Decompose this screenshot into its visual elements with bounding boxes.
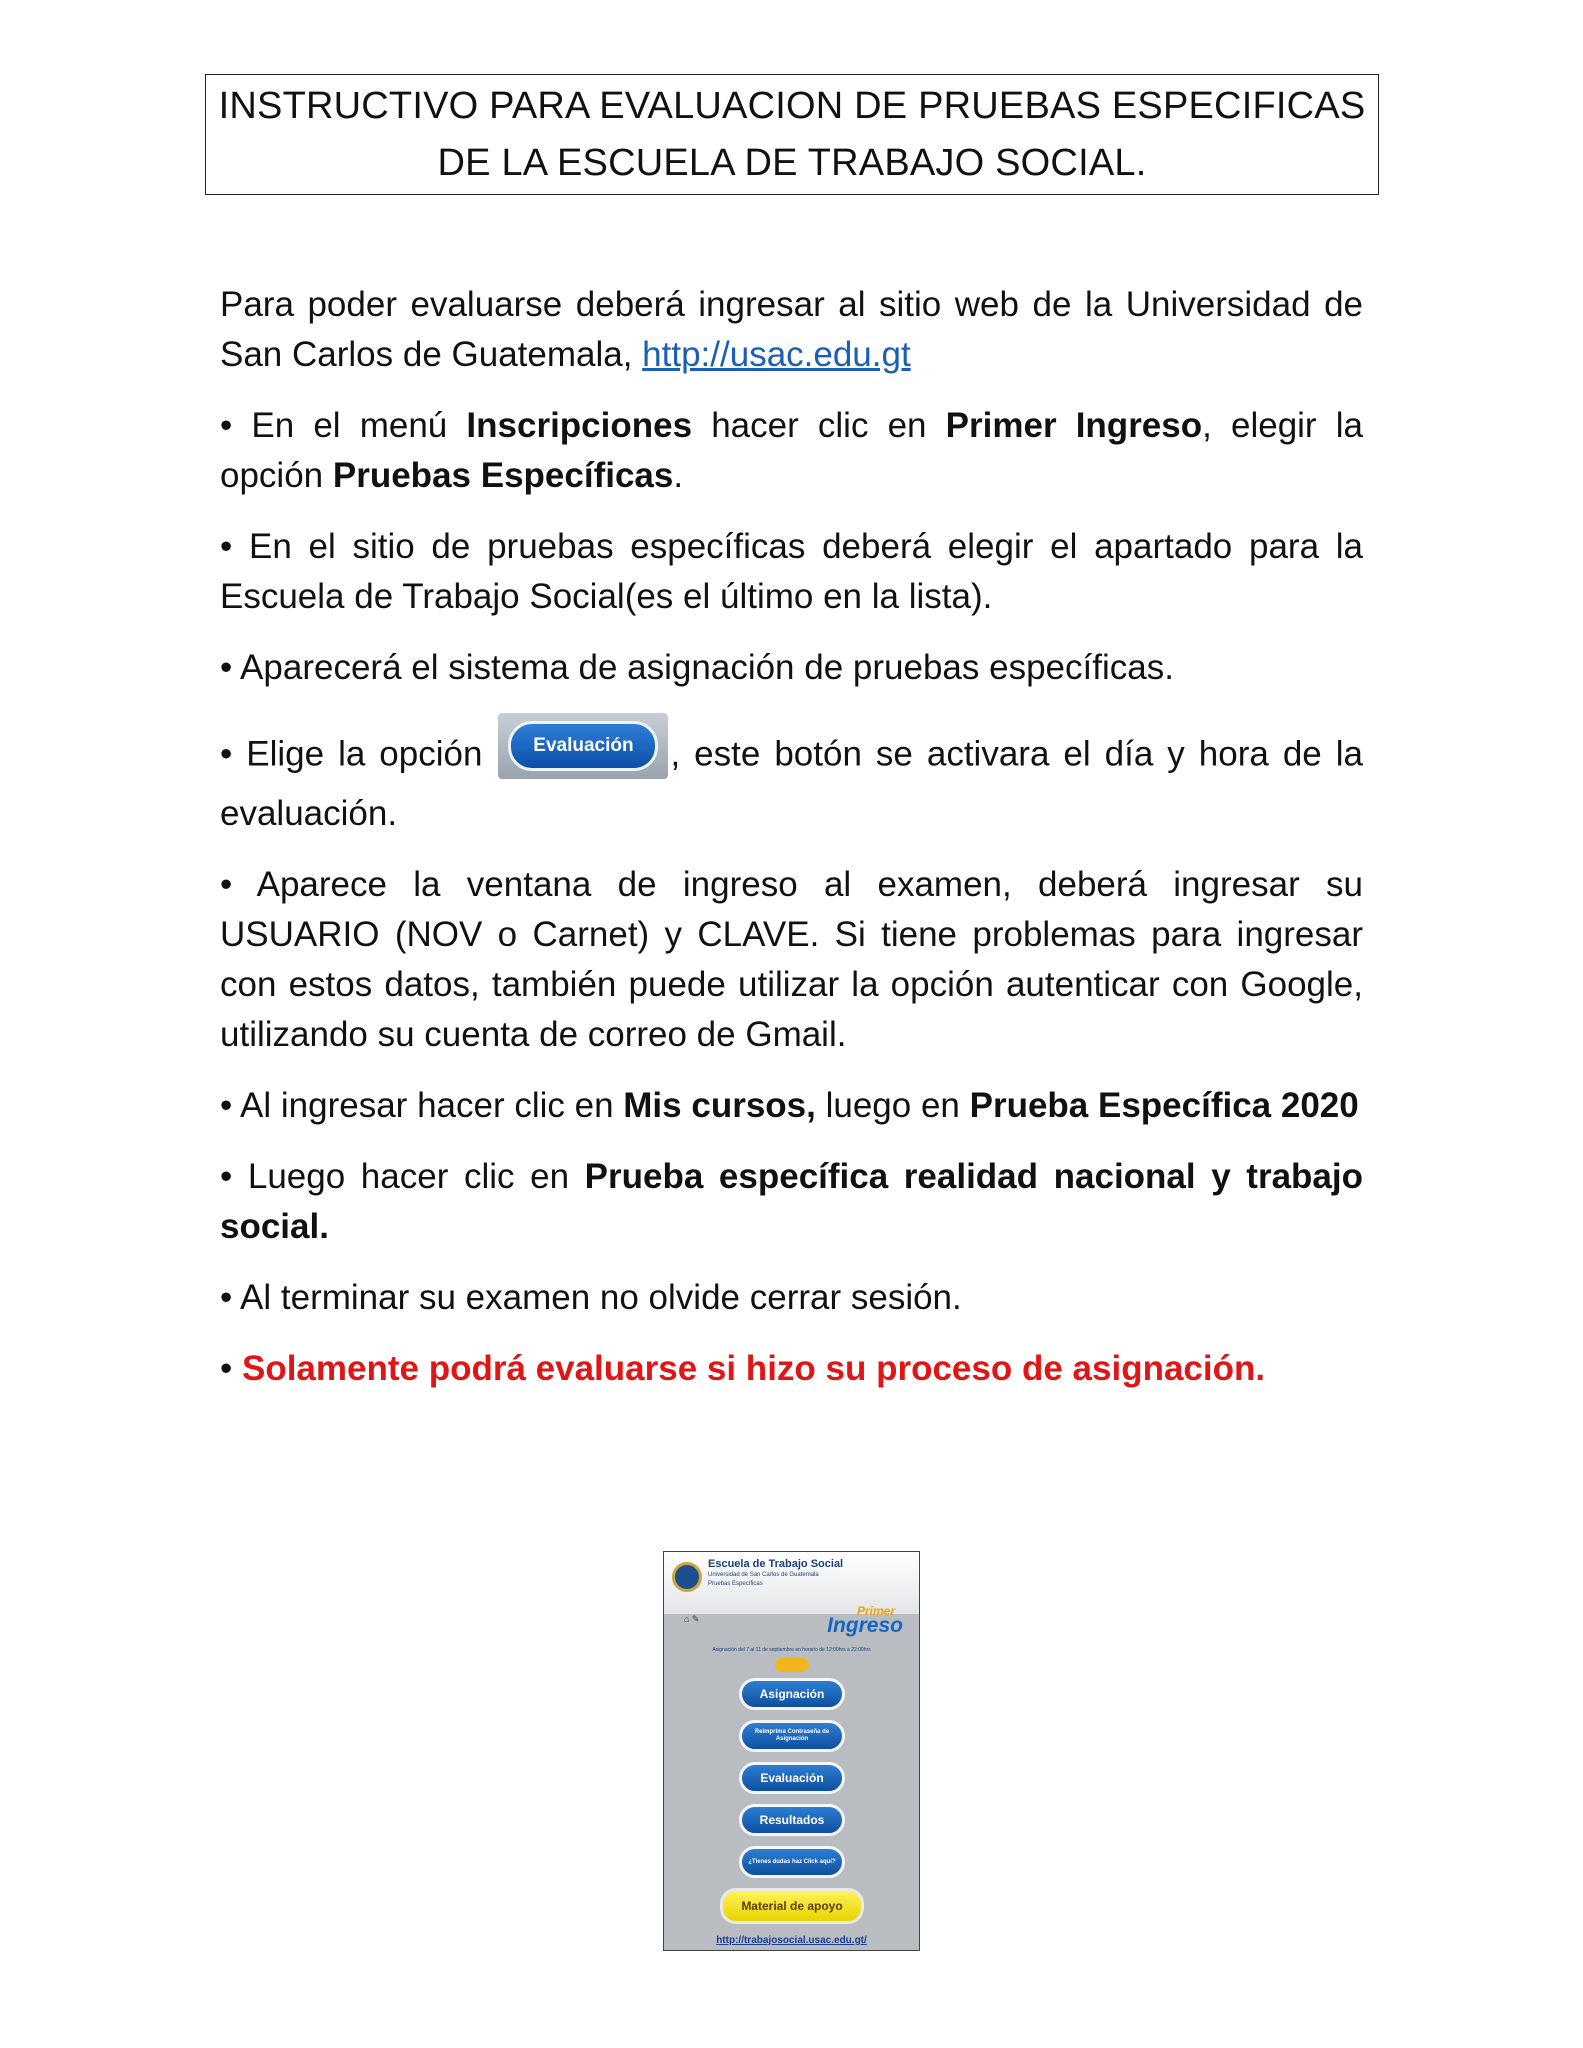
intro-text: Para poder evaluarse deberá ingresar al sitio web de la Universidad de San Carlos de Guatemala,	[220, 285, 1363, 374]
step-evaluacion	[220, 723, 1363, 839]
document-title	[205, 74, 1379, 195]
usac-seal-icon	[672, 1562, 702, 1592]
step-site: • En el sitio de pruebas específicas deberá elegir el apartado para la Escuela de Trabajo Social(es el último en la lista).	[220, 527, 1363, 616]
intro-paragraph	[220, 280, 1363, 380]
step-realidad	[220, 1152, 1363, 1252]
step-realidad-text-a: • Luego hacer clic en	[220, 1157, 585, 1196]
portal-asignacion-button: Asignación	[739, 1678, 845, 1710]
portal-school-name: Escuela de Trabajo Social	[708, 1558, 844, 1570]
portal-university-name: Universidad de San Carlos de Guatemala	[708, 1572, 819, 1578]
step-realidad-bold: Prueba específica realidad nacional y trabajo social.	[220, 1157, 1363, 1246]
step-prueba-especifica-bold: Prueba Específica 2020	[969, 1086, 1359, 1125]
home-icon: ⌂ ✎	[684, 1614, 700, 1624]
step-mis-cursos-text-c: luego en	[815, 1086, 970, 1125]
title-line-1: INSTRUCTIVO PARA EVALUACION DE PRUEBAS ESPECIFICAS	[218, 84, 1366, 127]
evaluacion-button-image	[498, 713, 668, 779]
portal-ingreso: Ingreso	[827, 1614, 903, 1637]
portal-primer: Primer	[856, 1604, 895, 1618]
portal-reimprima-button: Reimprima Contraseña de Asignación	[739, 1720, 845, 1752]
step-menu-text-d: , elegir la opción	[220, 406, 1363, 495]
step-warning	[220, 1344, 1363, 1394]
step-menu-text-c: hacer clic en	[692, 406, 946, 445]
portal-notice: Asignación del 7 al 11 de septiembre en horario de 12:00hrs a 22:00hrs	[712, 1647, 871, 1653]
step-login: • Aparece la ventana de ingreso al examen, deberá ingresar su USUARIO (NOV o Carnet) y CLAVE. Si tiene problemas para ingresar con estos datos, también puede utilizar la opción autenticar con Google, utilizando su cuenta de correo de Gmail.	[220, 865, 1363, 1054]
key-icon	[775, 1658, 809, 1672]
title-line-2: DE LA ESCUELA DE TRABAJO SOCIAL.	[437, 141, 1147, 184]
step-menu-text-a: • En el menú	[220, 406, 467, 445]
step-mis-cursos	[220, 1081, 1363, 1131]
portal-dudas-button: ¿Tienes dudas haz Click aquí?	[739, 1846, 845, 1878]
portal-evaluacion-button: Evaluación	[739, 1762, 845, 1794]
step-menu	[220, 401, 1363, 501]
step-menu-pruebas: Pruebas Específicas	[332, 456, 674, 495]
step-menu-text-e: .	[673, 456, 684, 495]
step-mis-cursos-text-a: • Al ingresar hacer clic en	[220, 1086, 624, 1125]
step-evaluacion-text-a: • Elige la opción	[220, 734, 497, 774]
step-evaluacion-text-b: , este botón se activara el día y hora de la evaluación.	[220, 734, 1364, 833]
warning-bullet: •	[220, 1349, 242, 1388]
portal-pruebas-label: Pruebas Específicas	[708, 1581, 763, 1587]
warning-text: Solamente podrá evaluarse si hizo su proceso de asignación.	[241, 1349, 1266, 1388]
portal-resultados-button: Resultados	[739, 1804, 845, 1836]
usac-link[interactable]: http://usac.edu.gt	[642, 335, 911, 374]
portal-url: http://trabajosocial.usac.edu.gt/	[716, 1935, 867, 1946]
step-mis-cursos-bold: Mis cursos,	[623, 1086, 816, 1125]
evaluacion-button-label: Evaluación	[508, 721, 658, 771]
portal-titles	[708, 1558, 843, 1589]
instructions-body	[220, 280, 1363, 1415]
portal-material-button: Material de apoyo	[720, 1888, 864, 1924]
step-menu-primer-ingreso: Primer Ingreso	[945, 406, 1203, 445]
portal-screenshot	[663, 1551, 920, 1951]
step-system: • Aparecerá el sistema de asignación de pruebas específicas.	[220, 648, 1174, 687]
step-menu-inscripciones: Inscripciones	[466, 406, 693, 445]
step-cerrar-sesion: • Al terminar su examen no olvide cerrar sesión.	[220, 1278, 962, 1317]
